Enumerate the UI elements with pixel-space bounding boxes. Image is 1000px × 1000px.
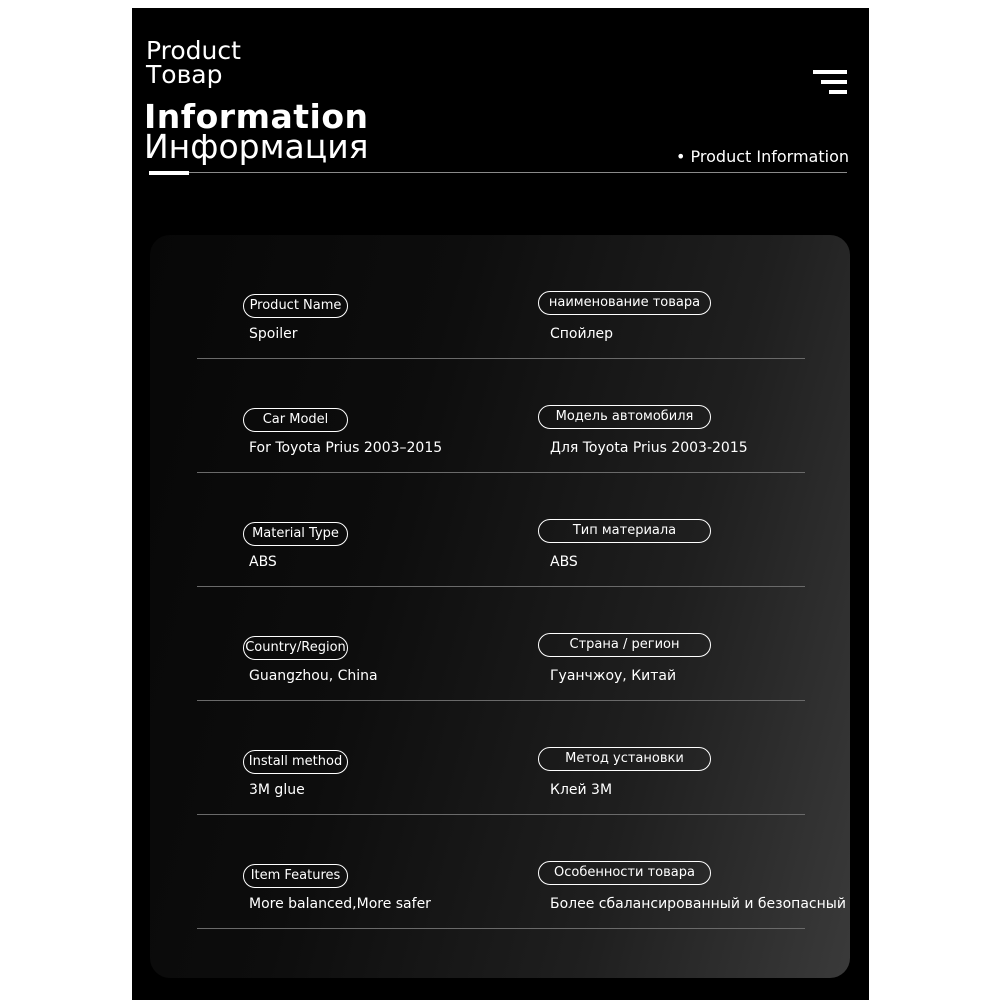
label-ru: Страна / регион [538,633,711,657]
label-en: Country/Region [243,636,348,660]
value-en: More balanced,More safer [249,896,431,912]
menu-icon[interactable] [813,70,847,94]
label-ru: Особенности товара [538,861,711,885]
label-ru: Метод установки [538,747,711,771]
info-row-install-method [150,701,850,815]
info-row-material-type [150,473,850,587]
info-row-item-features [150,815,850,929]
label-en: Car Model [243,408,348,432]
value-en: For Toyota Prius 2003–2015 [249,440,443,456]
value-en: 3M glue [249,782,305,798]
title-information-ru: Информация [144,127,369,166]
section-tag: • Product Information [676,147,849,166]
title-product-ru: Товар [146,60,223,89]
value-ru: Более сбалансированный и безопасный [550,896,846,912]
label-en: Item Features [243,864,348,888]
value-ru: Для Toyota Prius 2003-2015 [550,440,748,456]
label-en: Product Name [243,294,348,318]
title-information-en: Information [144,97,369,136]
label-ru: наименование товара [538,291,711,315]
value-en: ABS [249,554,277,570]
product-info-poster [132,8,869,1000]
label-ru: Тип материала [538,519,711,543]
label-ru: Модель автомобиля [538,405,711,429]
value-ru: ABS [550,554,578,570]
info-card [150,235,850,978]
value-en: Spoiler [249,326,298,342]
value-ru: Клей 3M [550,782,613,798]
title-product-en: Product [146,36,241,65]
row-divider [197,928,805,929]
label-en: Install method [243,750,348,774]
info-row-product-name [150,245,850,359]
label-en: Material Type [243,522,348,546]
info-row-car-model [150,359,850,473]
value-ru: Спойлер [550,326,614,342]
value-ru: Гуанчжоу, Китай [550,668,677,684]
info-row-country-region [150,587,850,701]
header-divider [149,172,847,173]
value-en: Guangzhou, China [249,668,378,684]
title-accent-bar [149,171,189,175]
